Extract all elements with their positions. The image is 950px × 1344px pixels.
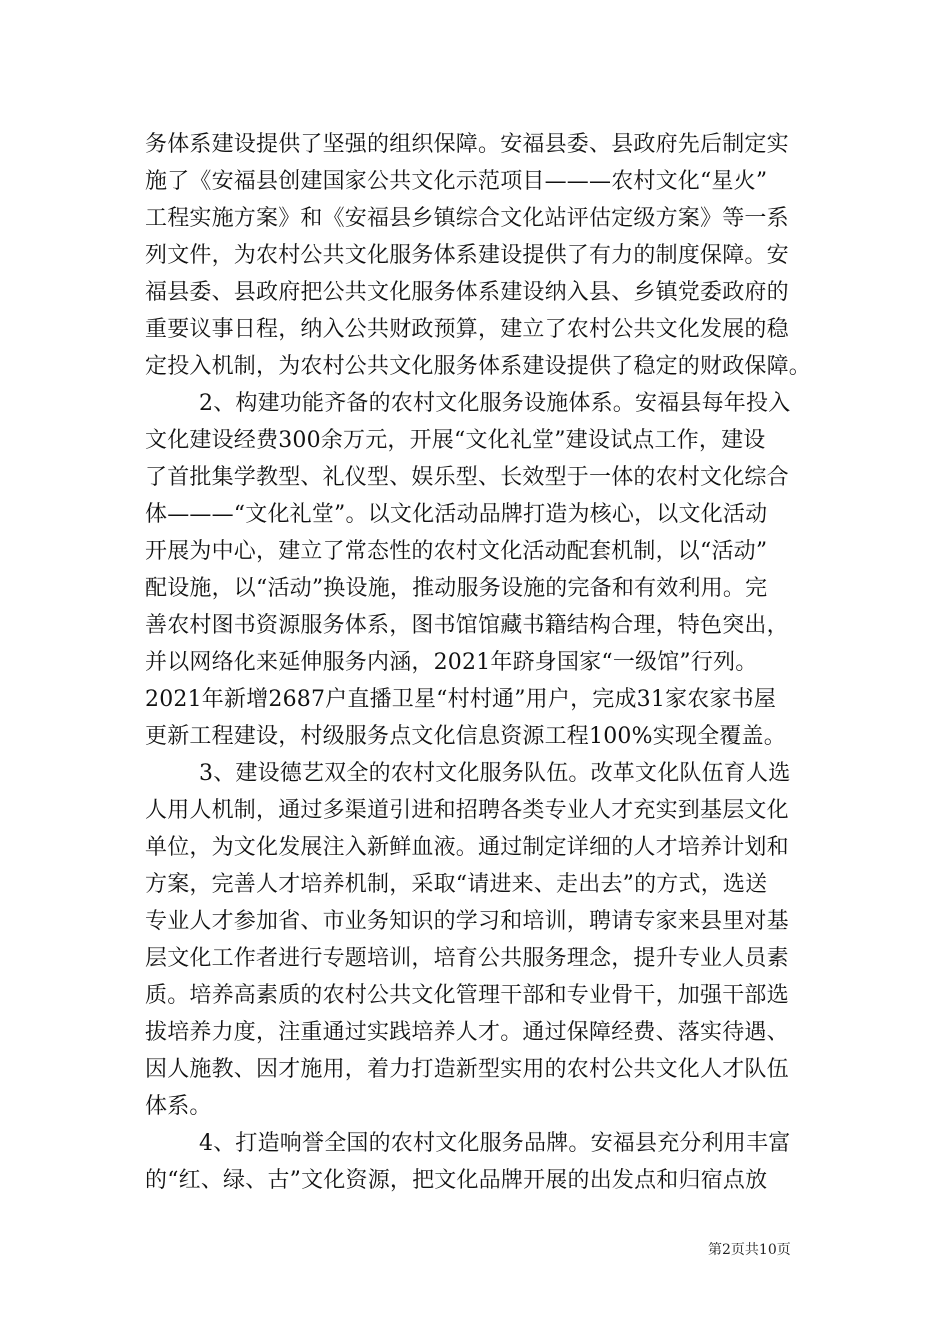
text-line: 因人施教、因才施用，着力打造新型实用的农村公共文化人才队伍 [145, 1057, 789, 1082]
text-line: 配设施，以“活动”换设施，推动服务设施的完备和有效利用。完 [145, 576, 768, 601]
text-line: 人用人机制，通过多渠道引进和招聘各类专业人才充实到基层文化 [145, 798, 789, 823]
text-line: 2021年新增2687户直播卫星“村村通”用户，完成31家农家书屋 [145, 687, 777, 712]
text-line: 开展为中心，建立了常态性的农村文化活动配套机制，以“活动” [145, 539, 768, 564]
text-line: 单位，为文化发展注入新鲜血液。通过制定详细的人才培养计划和 [145, 835, 789, 860]
text-line: 拔培养力度，注重通过实践培养人才。通过保障经费、落实待遇、 [145, 1020, 789, 1045]
text-line: 并以网络化来延伸服务内涵，2021年跻身国家“一级馆”行列。 [145, 650, 758, 675]
text-line: 文化建设经费300余万元，开展“文化礼堂”建设试点工作，建设 [145, 428, 766, 453]
paragraph-start-line: 4、打造响誉全国的农村文化服务品牌。安福县充分利用丰富 [199, 1131, 791, 1156]
text-line: 体系。 [145, 1094, 212, 1119]
text-line: 重要议事日程，纳入公共财政预算，建立了农村公共文化发展的稳 [145, 317, 789, 342]
text-line: 的“红、绿、古”文化资源，把文化品牌开展的出发点和归宿点放 [145, 1168, 768, 1193]
text-line: 福县委、县政府把公共文化服务体系建设纳入县、乡镇党委政府的 [145, 280, 789, 305]
text-line: 方案，完善人才培养机制，采取“请进来、走出去”的方式，选送 [145, 872, 768, 897]
text-line: 体———“文化礼堂”。以文化活动品牌打造为核心，以文化活动 [145, 502, 768, 527]
paragraph-start-line: 3、建设德艺双全的农村文化服务队伍。改革文化队伍育人选 [199, 761, 791, 786]
text-line: 施了《安福县创建国家公共文化示范项目———农村文化“星火” [145, 169, 768, 194]
text-line: 务体系建设提供了坚强的组织保障。安福县委、县政府先后制定实 [145, 132, 789, 157]
text-line: 定投入机制，为农村公共文化服务体系建设提供了稳定的财政保障。 [145, 354, 812, 379]
text-line: 质。培养高素质的农村公共文化管理干部和专业骨干，加强干部选 [145, 983, 789, 1008]
text-line: 层文化工作者进行专题培训，培育公共服务理念，提升专业人员素 [145, 946, 789, 971]
text-line: 了首批集学教型、礼仪型、娱乐型、长效型于一体的农村文化综合 [145, 465, 789, 490]
text-line: 专业人才参加省、市业务知识的学习和培训，聘请专家来县里对基 [145, 909, 789, 934]
text-line: 善农村图书资源服务体系，图书馆馆藏书籍结构合理，特色突出， [145, 613, 789, 638]
text-line: 列文件，为农村公共文化服务体系建设提供了有力的制度保障。安 [145, 243, 789, 268]
text-line: 工程实施方案》和《安福县乡镇综合文化站评估定级方案》等一系 [145, 206, 789, 231]
paragraph-start-line: 2、构建功能齐备的农村文化服务设施体系。安福县每年投入 [199, 391, 791, 416]
text-line: 更新工程建设，村级服务点文化信息资源工程100%实现全覆盖。 [145, 724, 786, 749]
page-number-footer: 第2页共10页 [708, 1242, 791, 1258]
